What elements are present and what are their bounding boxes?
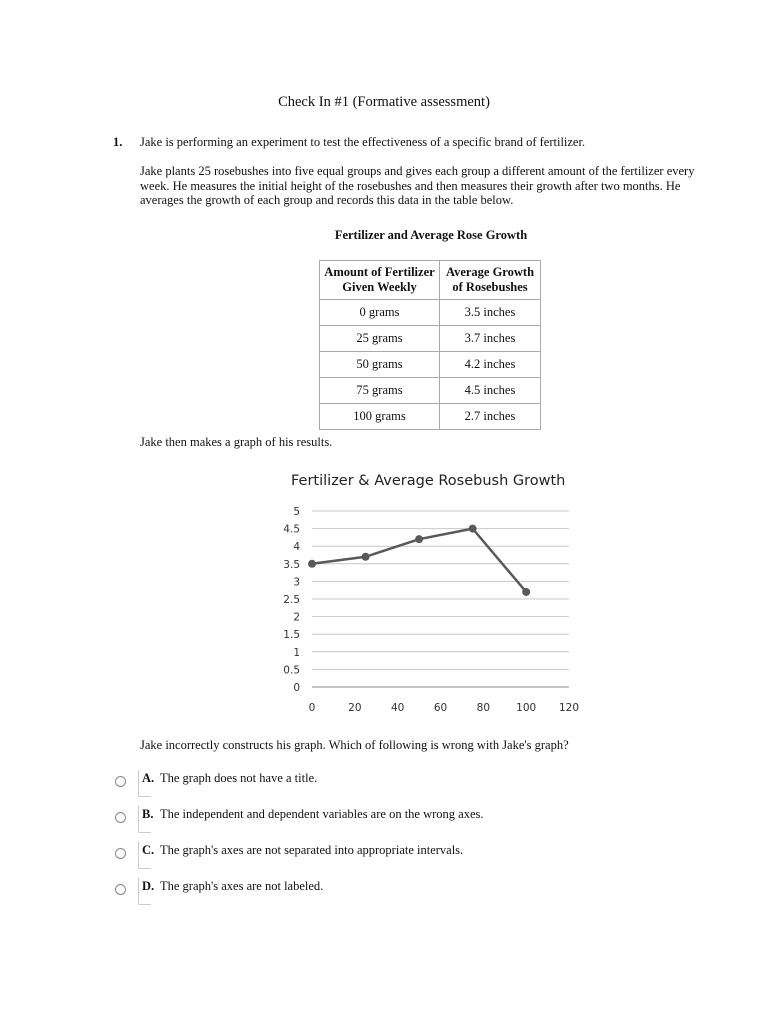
x-tick-label: 60 [433,702,448,714]
table-cell-growth: 3.5 inches [440,300,541,326]
table-cell-growth: 2.7 inches [440,404,541,430]
option-label: A. [142,771,155,785]
option-text: The graph's axes are not separated into appropriate intervals. [160,843,464,857]
data-point [415,535,423,543]
line-chart [270,500,590,720]
x-tick-label: 120 [558,702,580,714]
table-caption: Fertilizer and Average Rose Growth [334,228,528,242]
x-tick-label: 20 [348,702,362,714]
radio-button[interactable] [115,848,126,859]
y-tick-label: 5 [293,506,300,518]
data-table [319,260,541,430]
question-paragraph: Jake plants 25 rosebushes into five equal groups and gives each group a different amount of the fertilizer every week. He measures the initial height of the rosebushes and then measures their growth after two months. He averages the growth of each group and records this data in the table below. [140,164,695,207]
radio-button[interactable] [115,776,126,787]
data-point [362,553,370,561]
table-cell-growth: 4.2 inches [440,352,541,378]
y-tick-label: 4.5 [283,523,300,536]
x-tick-label: 40 [390,702,405,714]
question-intro: Jake is performing an experiment to test the effectiveness of a specific brand of fertilizer. [140,135,586,149]
y-tick-label: 1 [293,646,300,659]
table-header-growth: Average Growth of Rosebushes [440,261,541,300]
x-tick-label: 100 [516,702,537,714]
table-cell-growth: 3.7 inches [440,326,541,352]
x-tick-label: 0 [308,702,316,714]
y-tick-label: 4 [293,541,300,554]
data-point [308,560,316,568]
option-text: The graph's axes are not labeled. [160,879,324,893]
table-cell-amount: 75 grams [320,378,440,404]
table-row [320,352,541,378]
y-tick-label: 2 [293,611,300,624]
radio-button[interactable] [115,812,126,823]
question-prompt: Jake incorrectly constructs his graph. Which of following is wrong with Jake's graph? [140,738,569,752]
table-row [320,404,541,430]
y-tick-label: 1.5 [283,629,300,642]
table-cell-amount: 0 grams [320,300,440,326]
table-cell-amount: 100 grams [320,404,440,430]
option-label: C. [142,843,155,857]
y-tick-label: 2.5 [283,594,300,606]
data-point [522,588,530,596]
data-point [469,525,477,533]
table-row [320,300,541,326]
option-label: D. [142,879,155,893]
table-cell-amount: 50 grams [320,352,440,378]
graph-intro: Jake then makes a graph of his results. [140,435,333,449]
option-label: B. [142,807,154,821]
y-tick-label: 0.5 [283,664,300,677]
y-tick-label: 0 [293,682,300,694]
x-tick-label: 80 [476,702,491,714]
y-tick-label: 3.5 [283,558,300,571]
table-cell-growth: 4.5 inches [440,378,541,404]
table-row [320,378,541,404]
table-cell-amount: 25 grams [320,326,440,352]
table-row [320,326,541,352]
question-number: 1. [113,135,123,149]
page-title: Check In #1 (Formative assessment) [278,94,490,110]
chart-title: Fertilizer & Average Rosebush Growth [291,473,566,489]
option-text: The graph does not have a title. [160,771,318,785]
table-header-amount: Amount of Fertilizer Given Weekly [320,261,440,300]
radio-button[interactable] [115,884,126,895]
y-tick-label: 3 [293,576,300,589]
option-text: The independent and dependent variables are on the wrong axes. [160,807,484,821]
